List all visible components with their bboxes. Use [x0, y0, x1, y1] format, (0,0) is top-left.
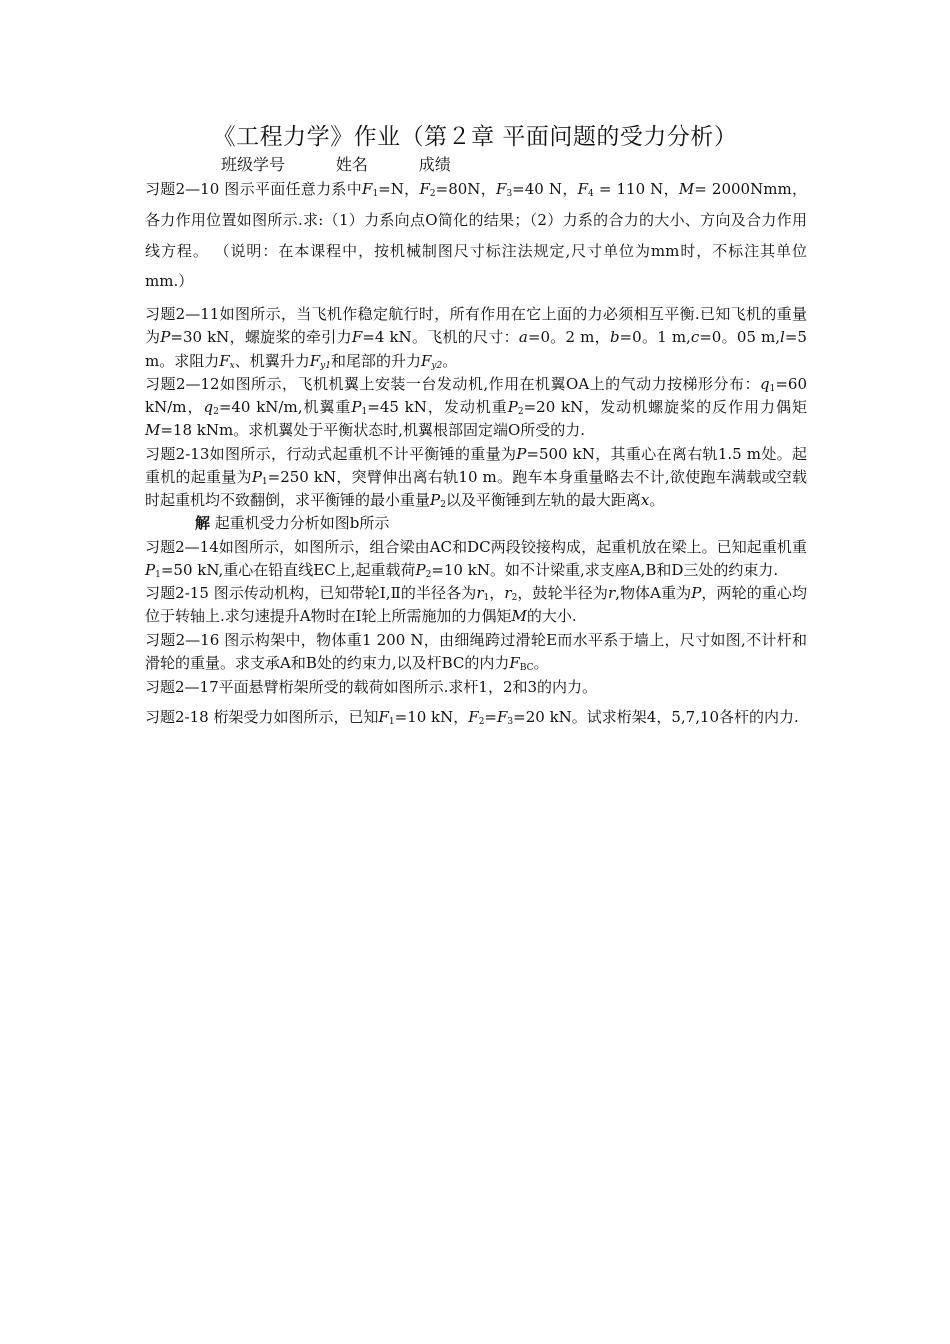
problem-2-18: 习题2-18 桁架受力如图所示，已知$F_1=10$ kN，$F_2=F_3=20$ kN。试求桁架4，5,7,10各杆的内力. [145, 708, 799, 727]
problem-2-14: 习题2—14如图所示，如图所示，组合梁由AC和DC两段铰接构成，起重机放在梁上。已知起重机重$P_1=50$ kN,重心在铅直线EC上,起重载荷$P_2=10$ kN。如不计梁重,求支座A,B和D三处的约束力. [145, 537, 807, 580]
solution-2-13: 解 起重机受力分析如图b所示 [195, 514, 390, 533]
problem-list [145, 174, 807, 729]
problem-2-16: 习题2—16 图示构架中，物体重1 200 N，由细绳跨过滑轮E而水平系于墙上，尺寸如图,不计杆和滑轮的重量。求支承A和B处的约束力,以及杆BC的内力$F_{BC}$。 [145, 630, 807, 673]
page-title: 《工程力学》作业（第２章 平面问题的受力分析） [212, 124, 738, 150]
problem-2-15: 习题2-15 图示传动机构，已知带轮Ⅰ,Ⅱ的半径各为$r_1$，$r_2$，鼓轮半径为r,物体A重为P，两轮的重心均位于转轴上.求匀速提升A物时在I轮上所需施加的力偶矩M的大小. [145, 584, 807, 626]
problem-2-17: 习题2—17平面悬臂桁架所受的载荷如图所示.求杆1，2和3的内力。 [145, 678, 598, 696]
solution-label: 解 [195, 514, 211, 533]
problem-2-12: 习题2—12如图所示，飞机机翼上安装一台发动机,作用在机翼OA上的气动力按梯形分布：$q_1=60$ kN/m，$q_2=40$ kN/m,机翼重$P_1=45$ kN，发动机重$P_2=20$ kN，发动机螺旋桨的反作用力偶矩M=18 kNm。求机翼处于平衡状态时,机翼根部固定端O所受的力. [145, 374, 808, 440]
problem-2-13: 习题2-13如图所示，行动式起重机不计平衡锤的重量为P=500 kN，其重心在离右轨1.5 m处。起重机的起重量为$P_1=250$ kN，突臂伸出离右轨10 m。跑车本身重量略去不计,欲使跑车满载或空载时起重机均不致翻倒，求平衡锤的最小重量$P_2$以及平衡锤到左轨的最大距离x。 [145, 444, 808, 510]
student-info-line: 班级学号 姓名 成绩 [221, 155, 451, 174]
problem-2-10: 习题2—10 图示平面任意力系中$F_1=N$，$F_2=80N$，$F_3=40$ N，$F_4 = 110$ N，M= 2000Nmm，各力作用位置如图所示.求:（1）力系向点O简化的结果；（2）力系的合力的大小、方向及合力作用线方程。 （说明：在本课程中，按机械制图尺寸标注法规定,尺寸单位为mm时，不标注其单位mm.） [145, 180, 807, 291]
problem-2-11: 习题2—11如图所示，当飞机作稳定航行时，所有作用在它上面的力必须相互平衡.已知飞机的重量为P=30 kN，螺旋桨的牵引力F=4 kN。飞机的尺寸：a=0。2 m，b=0。1 m,c=0。05 m,l=5 m。求阻力$F_x$、机翼升力$F_{y1}$和尾部的升力$F_{y2}$。 [145, 305, 807, 371]
